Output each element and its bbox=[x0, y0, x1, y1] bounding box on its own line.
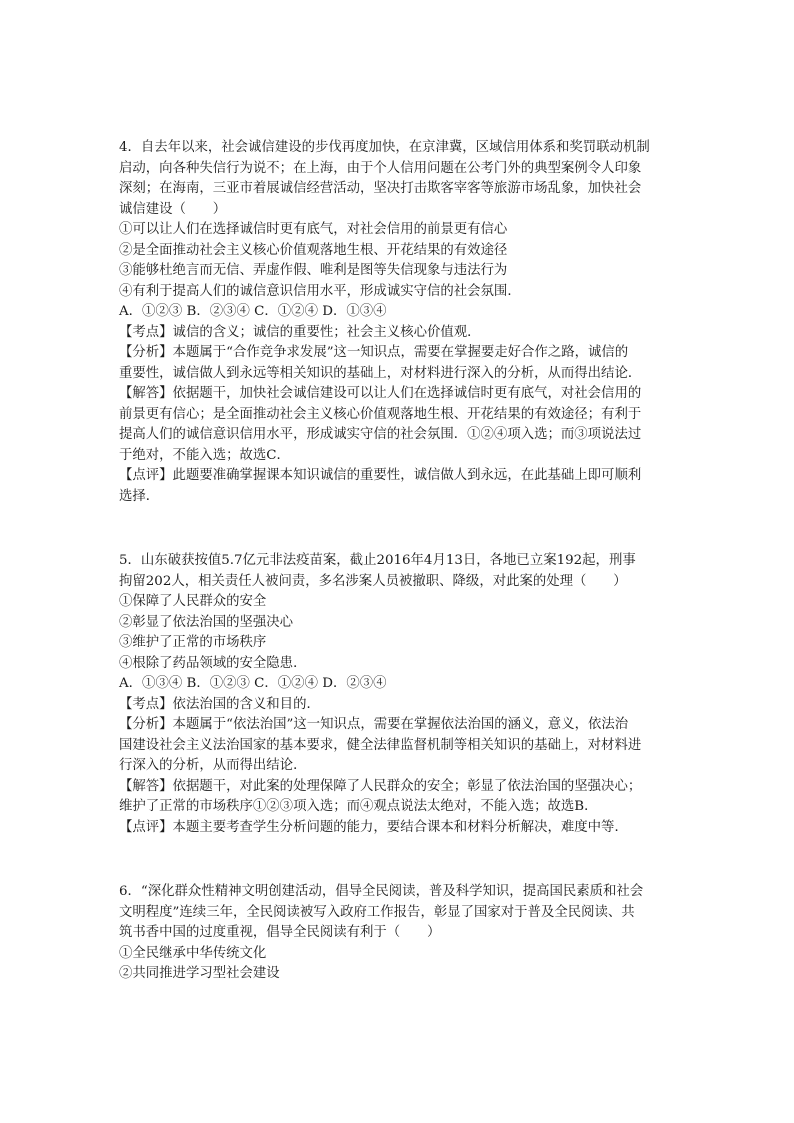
question-5-jieda: 【解答】依据题干，对此案的处理保障了人民群众的安全；彰显了依法治国的坚强决心； bbox=[119, 778, 642, 794]
question-6-line: 筑书香中国的过度重视，倡导全民阅读有利于（ ） bbox=[119, 925, 441, 940]
question-4-jieda: 【解答】依据题干，加快社会诚信建设可以让人们在选择诚信时更有底气，对社会信用的 bbox=[119, 386, 642, 401]
question-4-fenxi: 重要性，诚信做人到永远等相关知识的基础上，对材料进行深入的分析，从而得出结论． bbox=[119, 365, 642, 381]
question-4-line: 诚信建设（ ） bbox=[119, 201, 227, 217]
question-6 bbox=[119, 882, 679, 985]
question-5-option: ①保障了人民群众的安全 bbox=[119, 594, 267, 609]
question-5-kaodian: 【考点】依法治国的含义和目的． bbox=[119, 696, 320, 712]
question-4-line: 4．自去年以来，社会诚信建设的步伐再度加快，在京津冀，区域信用体系和奖罚联动机制 bbox=[119, 140, 650, 155]
question-4-option: ③能够杜绝言而无信、弄虚作假、唯利是图等失信现象与违法行为 bbox=[119, 263, 508, 278]
question-6-option: ②共同推进学习型社会建设 bbox=[119, 966, 280, 981]
question-5-fenxi: 行深入的分析，从而得出结论． bbox=[119, 758, 307, 773]
question-4-line: 深刻；在海南，三亚市着展诚信经营活动，坚决打击欺客宰客等旅游市场乱象，加快社会 bbox=[119, 181, 642, 196]
question-5-fenxi: 国建设社会主义法治国家的基本要求，健全法律监督机制等相关知识的基础上，对材料进 bbox=[119, 737, 642, 753]
question-5 bbox=[119, 551, 679, 838]
question-4-jieda: 前景更有信心；是全面推动社会主义核心价值观落地生根、开花结果的有效途径；有利于 bbox=[119, 406, 642, 422]
question-4-kaodian: 【考点】诚信的含义；诚信的重要性；社会主义核心价值观． bbox=[119, 324, 481, 340]
question-5-option: ③维护了正常的市场秩序 bbox=[119, 635, 267, 650]
question-4-jieda: 于绝对，不能入选；故选C． bbox=[119, 447, 290, 463]
question-5-choices: A．①③④ B．①②③ C．①②④ D．②③④ bbox=[119, 676, 387, 691]
question-6-line: 文明程度”连续三年，全民阅读被写入政府工作报告，彰显了国家对于普及全民阅读、共 bbox=[119, 904, 635, 920]
question-5-jieda: 维护了正常的市场秩序①②③项入选；而④观点说法太绝对，不能入选；故选B． bbox=[119, 799, 598, 814]
question-4-fenxi: 【分析】本题属于“合作竞争求发展”这一知识点，需要在掌握要走好合作之路，诚信的 bbox=[119, 345, 629, 360]
question-5-option: ④根除了药品领域的安全隐患． bbox=[119, 655, 307, 671]
question-5-fenxi: 【分析】本题属于“依法治国”这一知识点，需要在掌握依法治国的涵义，意义，依法治 bbox=[119, 717, 629, 732]
question-4-choices: A．①②③ B．②③④ C．①②④ D．①③④ bbox=[119, 304, 387, 319]
question-4-option: ④有利于提高人们的诚信意识信用水平，形成诚实守信的社会氛围． bbox=[119, 283, 521, 299]
question-6-option: ①全民继承中华传统文化 bbox=[119, 945, 267, 961]
question-6-line: 6．“深化群众性精神文明创建活动，倡导全民阅读，普及科学知识，提高国民素质和社会 bbox=[119, 884, 644, 899]
question-5-dianping: 【点评】本题主要考查学生分析问题的能力，要结合课本和材料分析解决，难度中等． bbox=[119, 819, 628, 835]
question-4-jieda: 提高人们的诚信意识信用水平，形成诚实守信的社会氛围．①②④项入选；而③项说法过 bbox=[119, 427, 642, 442]
question-4-dianping: 【点评】此题要准确掌握课本知识诚信的重要性，诚信做人到永远，在此基础上即可顺利 bbox=[119, 468, 642, 483]
question-4-option: ①可以让人们在选择诚信时更有底气，对社会信用的前景更有信心 bbox=[119, 222, 508, 237]
question-4 bbox=[119, 138, 679, 507]
question-4-option: ②是全面推动社会主义核心价值观落地生根、开花结果的有效途径 bbox=[119, 242, 508, 258]
question-4-dianping: 选择． bbox=[119, 488, 160, 504]
question-5-line: 拘留202人，相关责任人被问责，多名涉案人员被撤职、降级，对此案的处理（ ） bbox=[119, 573, 627, 589]
question-5-option: ②彰显了依法治国的坚强决心 bbox=[119, 614, 294, 630]
question-5-line: 5．山东破获按值5.7亿元非法疫苗案，截止2016年4月13日，各地已立案192起，刑事 bbox=[119, 553, 636, 568]
question-4-line: 启动，向各种失信行为说不；在上海，由于个人信用问题在公考门外的典型案例令人印象 bbox=[119, 160, 642, 176]
